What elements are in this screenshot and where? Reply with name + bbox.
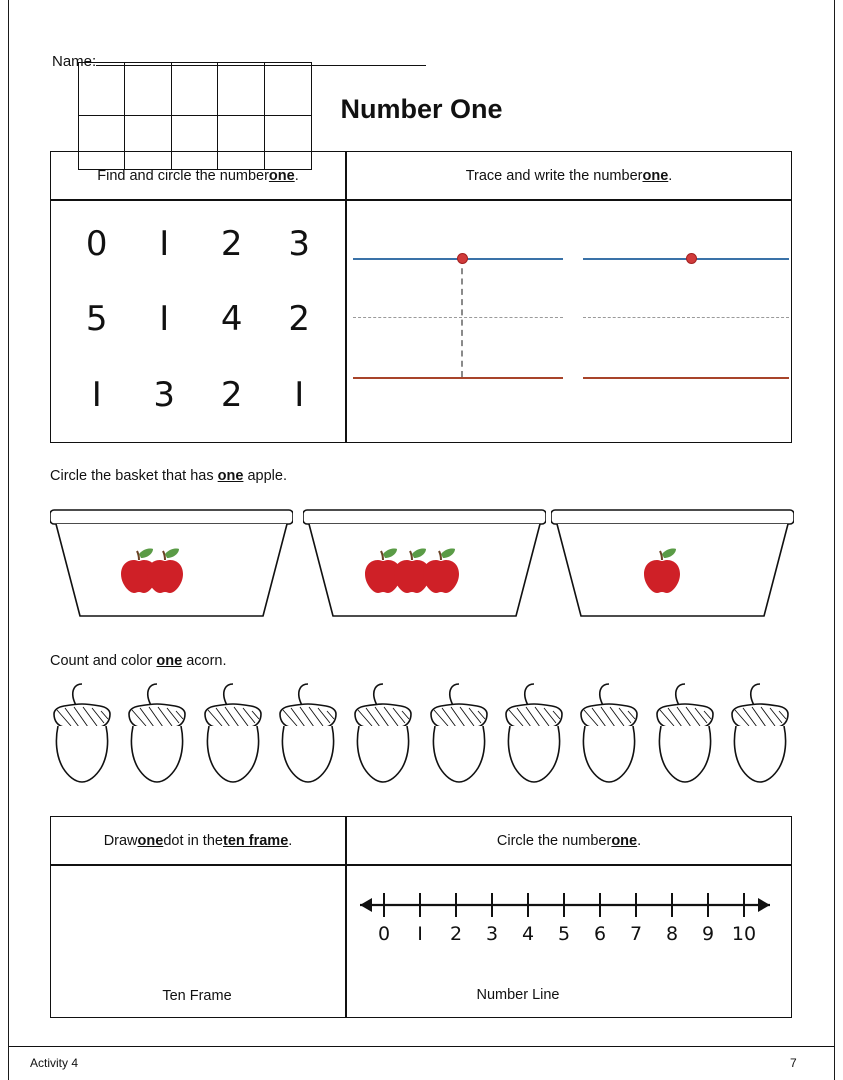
name-label: Name:	[52, 53, 97, 70]
acorns-instruction-suffix: acorn.	[182, 653, 227, 669]
footer-divider	[9, 1046, 834, 1047]
basket-2[interactable]	[303, 502, 546, 622]
ten-frame-cell[interactable]	[265, 116, 311, 169]
acorns-row	[46, 678, 796, 796]
number-line-caption: Number Line	[476, 987, 560, 1003]
acorn-icon[interactable]	[573, 678, 645, 796]
trace-header	[347, 152, 791, 199]
acorn-icon[interactable]	[46, 678, 118, 796]
ten-frame-header-suffix: .	[288, 832, 293, 849]
number-line-label[interactable]: 9	[701, 923, 715, 945]
acorn-icon[interactable]	[649, 678, 721, 796]
grid-number[interactable]: 3	[288, 223, 311, 264]
tracing-area[interactable]	[347, 200, 791, 443]
grid-number[interactable]: 5	[85, 299, 108, 340]
grid-number[interactable]: 2	[220, 223, 243, 264]
baskets-instruction-word: one	[217, 468, 244, 484]
ten-frame-header-mid: dot in the	[163, 832, 223, 849]
number-line-label[interactable]: 3	[485, 923, 499, 945]
basket-3[interactable]	[551, 502, 794, 622]
ten-frame-cell[interactable]	[79, 63, 125, 116]
number-line[interactable]	[350, 885, 790, 965]
ten-frame-header-prefix: Draw	[103, 832, 138, 849]
page-left-rule	[8, 0, 9, 1080]
find-circle-header-word: one	[268, 167, 295, 184]
acorn-icon[interactable]	[347, 678, 419, 796]
number-line-label[interactable]: 6	[593, 923, 607, 945]
grid-number[interactable]: 4	[220, 299, 243, 340]
page-title: Number One	[340, 94, 503, 124]
ten-frame-header-word: one	[137, 832, 164, 849]
acorn-icon[interactable]	[272, 678, 344, 796]
grid-number[interactable]: 2	[220, 375, 243, 416]
trace-header-word: one	[642, 167, 669, 184]
number-line-label[interactable]: 4	[521, 923, 535, 945]
find-circle-header-prefix: Find and circle the number	[97, 167, 269, 184]
number-line-header	[347, 817, 791, 864]
ten-frame-cell[interactable]	[172, 63, 218, 116]
grid-number[interactable]: 0	[85, 223, 108, 264]
acorn-icon[interactable]	[498, 678, 570, 796]
baskets-instruction	[50, 468, 287, 484]
grid-number[interactable]: I	[159, 223, 170, 264]
number-line-header-prefix: Circle the number	[496, 832, 612, 849]
number-line-labels[interactable]	[366, 923, 796, 945]
acorns-instruction	[50, 653, 227, 669]
acorn-icon[interactable]	[197, 678, 269, 796]
ten-frame-cell[interactable]	[265, 63, 311, 116]
trace-bottom-line	[583, 377, 789, 379]
trace-stroke-guide[interactable]	[461, 258, 463, 377]
acorn-icon[interactable]	[724, 678, 796, 796]
number-line-label[interactable]: 7	[629, 923, 643, 945]
baskets-instruction-prefix: Circle the basket that has	[50, 468, 218, 484]
number-line-label[interactable]: 10	[731, 923, 757, 945]
acorns-instruction-prefix: Count and color	[50, 653, 157, 669]
footer-activity-label: Activity 4	[30, 1056, 79, 1070]
number-line-label[interactable]: I	[417, 923, 423, 945]
acorns-instruction-word: one	[156, 653, 183, 669]
ten-frame-cell[interactable]	[218, 116, 264, 169]
find-circle-header-suffix: .	[294, 167, 299, 184]
acorn-icon[interactable]	[121, 678, 193, 796]
number-line-label[interactable]: 2	[449, 923, 463, 945]
ten-frame-cell[interactable]	[125, 63, 171, 116]
number-line-axis	[350, 885, 780, 925]
trace-bottom-line	[353, 377, 563, 379]
grid-number[interactable]: I	[91, 375, 102, 416]
grid-number[interactable]: I	[159, 299, 170, 340]
number-line-label[interactable]: 5	[557, 923, 571, 945]
ten-frame-cell[interactable]	[79, 116, 125, 169]
trace-start-dot	[686, 253, 697, 264]
ten-frame-caption: Ten Frame	[162, 988, 232, 1004]
ten-frame-header-word2: ten frame	[222, 832, 289, 849]
find-and-trace-box	[50, 151, 792, 443]
basket-1[interactable]	[50, 502, 293, 622]
ten-frame-cell[interactable]	[125, 116, 171, 169]
grid-number[interactable]: I	[294, 375, 305, 416]
trace-mid-dashed-line	[583, 317, 789, 320]
grid-number[interactable]: 3	[153, 375, 176, 416]
ten-frame-grid[interactable]	[78, 62, 312, 170]
number-line-header-word: one	[611, 832, 638, 849]
footer-page-number: 7	[790, 1056, 797, 1070]
ten-frame-cell[interactable]	[172, 116, 218, 169]
acorn-icon[interactable]	[423, 678, 495, 796]
baskets-instruction-suffix: apple.	[243, 468, 287, 484]
trace-header-suffix: .	[668, 167, 673, 184]
number-line-header-suffix: .	[637, 832, 642, 849]
number-line-label[interactable]: 8	[665, 923, 679, 945]
number-search-grid[interactable]	[51, 200, 345, 443]
grid-number[interactable]: 2	[288, 299, 311, 340]
ten-frame-cell[interactable]	[218, 63, 264, 116]
page-right-rule	[834, 0, 835, 1080]
trace-header-prefix: Trace and write the number	[465, 167, 643, 184]
number-line-label[interactable]: 0	[377, 923, 391, 945]
trace-mid-dashed-line	[353, 317, 563, 320]
trace-start-dot	[457, 253, 468, 264]
box2-header-divider	[51, 864, 791, 866]
ten-frame-header	[51, 817, 345, 864]
